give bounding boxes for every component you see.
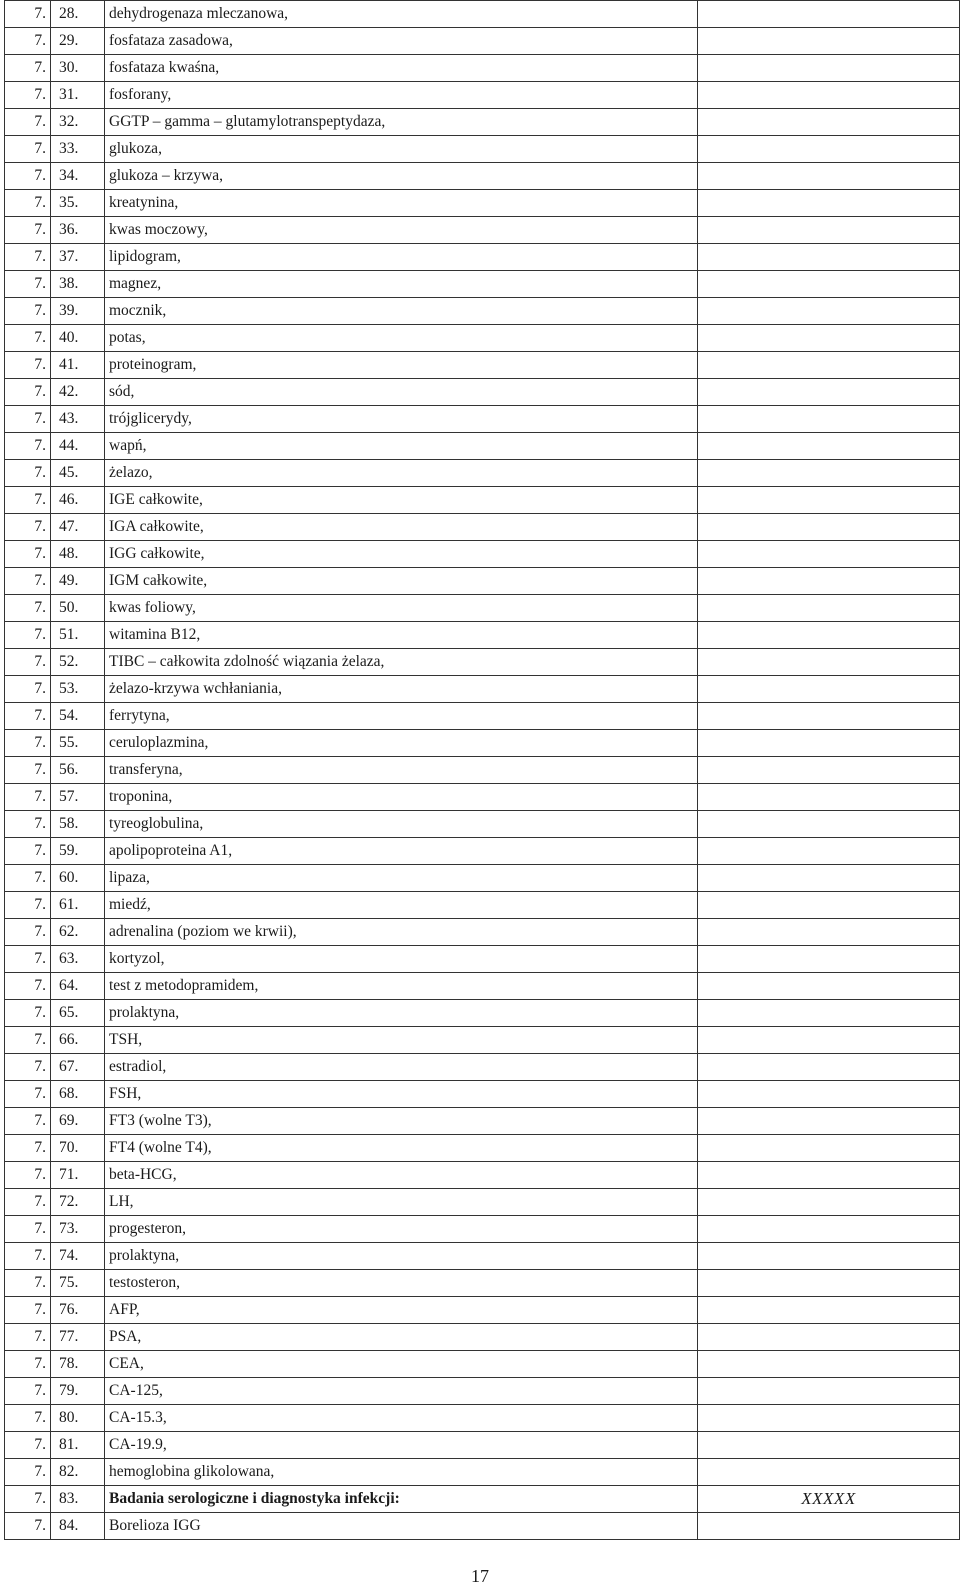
test-name: adrenalina (poziom we krwii), xyxy=(105,919,698,946)
value-cell xyxy=(698,1324,960,1351)
item-number: 78. xyxy=(51,1351,105,1378)
section-number: 7. xyxy=(5,595,51,622)
test-name: mocznik, xyxy=(105,298,698,325)
item-number: 38. xyxy=(51,271,105,298)
item-number: 69. xyxy=(51,1108,105,1135)
table-row xyxy=(5,379,960,406)
table-row xyxy=(5,1486,960,1513)
item-number: 30. xyxy=(51,55,105,82)
value-cell xyxy=(698,973,960,1000)
value-cell xyxy=(698,676,960,703)
item-number: 37. xyxy=(51,244,105,271)
value-cell xyxy=(698,433,960,460)
value-cell xyxy=(698,1378,960,1405)
item-number: 34. xyxy=(51,163,105,190)
value-cell xyxy=(698,1432,960,1459)
item-number: 52. xyxy=(51,649,105,676)
item-number: 54. xyxy=(51,703,105,730)
section-number: 7. xyxy=(5,55,51,82)
section-number: 7. xyxy=(5,1081,51,1108)
section-number: 7. xyxy=(5,1513,51,1540)
value-cell xyxy=(698,1000,960,1027)
value-cell xyxy=(698,946,960,973)
table-row xyxy=(5,730,960,757)
table-row xyxy=(5,892,960,919)
item-number: 43. xyxy=(51,406,105,433)
test-name: dehydrogenaza mleczanowa, xyxy=(105,1,698,28)
test-name: fosfataza kwaśna, xyxy=(105,55,698,82)
value-cell xyxy=(698,838,960,865)
value-cell xyxy=(698,568,960,595)
test-name: miedź, xyxy=(105,892,698,919)
value-cell xyxy=(698,190,960,217)
section-number: 7. xyxy=(5,1351,51,1378)
value-cell xyxy=(698,703,960,730)
item-number: 70. xyxy=(51,1135,105,1162)
section-number: 7. xyxy=(5,352,51,379)
table-row xyxy=(5,271,960,298)
section-number: 7. xyxy=(5,433,51,460)
table-row xyxy=(5,1432,960,1459)
test-price-table xyxy=(4,0,960,1540)
section-number: 7. xyxy=(5,298,51,325)
section-number: 7. xyxy=(5,1054,51,1081)
test-name: lipidogram, xyxy=(105,244,698,271)
item-number: 33. xyxy=(51,136,105,163)
test-name: testosteron, xyxy=(105,1270,698,1297)
item-number: 71. xyxy=(51,1162,105,1189)
test-name: ceruloplazmina, xyxy=(105,730,698,757)
page-number: 17 xyxy=(471,1566,489,1586)
test-name: IGA całkowite, xyxy=(105,514,698,541)
test-name: trójglicerydy, xyxy=(105,406,698,433)
section-number: 7. xyxy=(5,784,51,811)
table-row xyxy=(5,1108,960,1135)
item-number: 79. xyxy=(51,1378,105,1405)
test-name: test z metodopramidem, xyxy=(105,973,698,1000)
section-number: 7. xyxy=(5,568,51,595)
table-row xyxy=(5,1000,960,1027)
test-name: IGE całkowite, xyxy=(105,487,698,514)
section-number: 7. xyxy=(5,1,51,28)
test-name: tyreoglobulina, xyxy=(105,811,698,838)
item-number: 61. xyxy=(51,892,105,919)
table-row xyxy=(5,1216,960,1243)
value-cell xyxy=(698,379,960,406)
section-number: 7. xyxy=(5,1027,51,1054)
test-name: CEA, xyxy=(105,1351,698,1378)
section-number: 7. xyxy=(5,865,51,892)
table-row xyxy=(5,163,960,190)
value-cell xyxy=(698,622,960,649)
table-row xyxy=(5,244,960,271)
section-number: 7. xyxy=(5,487,51,514)
item-number: 63. xyxy=(51,946,105,973)
test-name: CA-125, xyxy=(105,1378,698,1405)
section-number: 7. xyxy=(5,892,51,919)
table-row xyxy=(5,433,960,460)
table-row xyxy=(5,325,960,352)
section-number: 7. xyxy=(5,1270,51,1297)
table-row xyxy=(5,514,960,541)
value-cell xyxy=(698,514,960,541)
placeholder-mark: XXXXX xyxy=(801,1488,856,1508)
test-name: TSH, xyxy=(105,1027,698,1054)
item-number: 50. xyxy=(51,595,105,622)
table-body xyxy=(5,1,960,1540)
item-number: 66. xyxy=(51,1027,105,1054)
test-name: sód, xyxy=(105,379,698,406)
table-row xyxy=(5,487,960,514)
item-number: 51. xyxy=(51,622,105,649)
test-name: prolaktyna, xyxy=(105,1243,698,1270)
item-number: 64. xyxy=(51,973,105,1000)
value-cell xyxy=(698,163,960,190)
section-number: 7. xyxy=(5,82,51,109)
section-number: 7. xyxy=(5,325,51,352)
section-number: 7. xyxy=(5,379,51,406)
section-number: 7. xyxy=(5,676,51,703)
test-name: CA-19.9, xyxy=(105,1432,698,1459)
value-cell xyxy=(698,1270,960,1297)
test-name: FT3 (wolne T3), xyxy=(105,1108,698,1135)
item-number: 80. xyxy=(51,1405,105,1432)
section-number: 7. xyxy=(5,136,51,163)
value-cell xyxy=(698,298,960,325)
value-cell xyxy=(698,82,960,109)
value-cell xyxy=(698,1162,960,1189)
section-number: 7. xyxy=(5,1108,51,1135)
test-name: witamina B12, xyxy=(105,622,698,649)
item-number: 75. xyxy=(51,1270,105,1297)
item-number: 58. xyxy=(51,811,105,838)
item-number: 74. xyxy=(51,1243,105,1270)
table-row xyxy=(5,1162,960,1189)
table-row xyxy=(5,1378,960,1405)
value-cell xyxy=(698,109,960,136)
section-number: 7. xyxy=(5,649,51,676)
section-number: 7. xyxy=(5,1405,51,1432)
table-row xyxy=(5,1081,960,1108)
value-cell xyxy=(698,1135,960,1162)
table-row xyxy=(5,1351,960,1378)
table-row xyxy=(5,703,960,730)
value-cell xyxy=(698,892,960,919)
item-number: 62. xyxy=(51,919,105,946)
value-cell xyxy=(698,1351,960,1378)
item-number: 60. xyxy=(51,865,105,892)
item-number: 67. xyxy=(51,1054,105,1081)
section-number: 7. xyxy=(5,541,51,568)
value-cell xyxy=(698,460,960,487)
test-name: magnez, xyxy=(105,271,698,298)
test-name: estradiol, xyxy=(105,1054,698,1081)
test-name: Badania serologiczne i diagnostyka infekcji: xyxy=(105,1486,698,1513)
test-name: transferyna, xyxy=(105,757,698,784)
value-cell xyxy=(698,595,960,622)
value-cell xyxy=(698,730,960,757)
item-number: 82. xyxy=(51,1459,105,1486)
table-row xyxy=(5,595,960,622)
test-name: kortyzol, xyxy=(105,946,698,973)
table-row xyxy=(5,838,960,865)
section-number: 7. xyxy=(5,217,51,244)
section-number: 7. xyxy=(5,1432,51,1459)
table-row xyxy=(5,28,960,55)
table-row xyxy=(5,55,960,82)
value-cell xyxy=(698,1027,960,1054)
item-number: 47. xyxy=(51,514,105,541)
value-cell xyxy=(698,1513,960,1540)
item-number: 46. xyxy=(51,487,105,514)
item-number: 53. xyxy=(51,676,105,703)
value-cell xyxy=(698,1486,960,1513)
section-number: 7. xyxy=(5,1297,51,1324)
table-row xyxy=(5,676,960,703)
section-number: 7. xyxy=(5,1459,51,1486)
section-number: 7. xyxy=(5,190,51,217)
section-number: 7. xyxy=(5,109,51,136)
test-name: wapń, xyxy=(105,433,698,460)
table-row xyxy=(5,1459,960,1486)
value-cell xyxy=(698,865,960,892)
item-number: 77. xyxy=(51,1324,105,1351)
test-name: kwas moczowy, xyxy=(105,217,698,244)
section-number: 7. xyxy=(5,460,51,487)
value-cell xyxy=(698,325,960,352)
table-row xyxy=(5,109,960,136)
table-row xyxy=(5,1054,960,1081)
value-cell xyxy=(698,28,960,55)
table-row xyxy=(5,1297,960,1324)
test-name: kreatynina, xyxy=(105,190,698,217)
table-row xyxy=(5,1135,960,1162)
section-number: 7. xyxy=(5,1243,51,1270)
item-number: 44. xyxy=(51,433,105,460)
test-name: glukoza, xyxy=(105,136,698,163)
test-name: prolaktyna, xyxy=(105,1000,698,1027)
item-number: 57. xyxy=(51,784,105,811)
value-cell xyxy=(698,784,960,811)
table-row xyxy=(5,541,960,568)
test-name: ferrytyna, xyxy=(105,703,698,730)
section-number: 7. xyxy=(5,973,51,1000)
table-row xyxy=(5,1270,960,1297)
value-cell xyxy=(698,1054,960,1081)
value-cell xyxy=(698,352,960,379)
section-number: 7. xyxy=(5,919,51,946)
item-number: 42. xyxy=(51,379,105,406)
item-number: 28. xyxy=(51,1,105,28)
test-name: Borelioza IGG xyxy=(105,1513,698,1540)
test-name: troponina, xyxy=(105,784,698,811)
section-number: 7. xyxy=(5,946,51,973)
test-name: potas, xyxy=(105,325,698,352)
value-cell xyxy=(698,1216,960,1243)
value-cell xyxy=(698,271,960,298)
item-number: 84. xyxy=(51,1513,105,1540)
section-number: 7. xyxy=(5,1324,51,1351)
item-number: 40. xyxy=(51,325,105,352)
item-number: 68. xyxy=(51,1081,105,1108)
table-row xyxy=(5,757,960,784)
value-cell xyxy=(698,541,960,568)
value-cell xyxy=(698,487,960,514)
table-row xyxy=(5,649,960,676)
value-cell xyxy=(698,1243,960,1270)
test-name: IGM całkowite, xyxy=(105,568,698,595)
test-name: FSH, xyxy=(105,1081,698,1108)
value-cell xyxy=(698,649,960,676)
value-cell xyxy=(698,244,960,271)
test-name: proteinogram, xyxy=(105,352,698,379)
table-row xyxy=(5,406,960,433)
test-name: CA-15.3, xyxy=(105,1405,698,1432)
table-row xyxy=(5,298,960,325)
value-cell xyxy=(698,406,960,433)
item-number: 65. xyxy=(51,1000,105,1027)
item-number: 32. xyxy=(51,109,105,136)
item-number: 29. xyxy=(51,28,105,55)
test-name: beta-HCG, xyxy=(105,1162,698,1189)
table-row xyxy=(5,919,960,946)
test-name: glukoza – krzywa, xyxy=(105,163,698,190)
section-number: 7. xyxy=(5,811,51,838)
value-cell xyxy=(698,919,960,946)
item-number: 83. xyxy=(51,1486,105,1513)
table-row xyxy=(5,217,960,244)
section-number: 7. xyxy=(5,703,51,730)
section-number: 7. xyxy=(5,1135,51,1162)
item-number: 36. xyxy=(51,217,105,244)
value-cell xyxy=(698,1189,960,1216)
test-name: lipaza, xyxy=(105,865,698,892)
table-row xyxy=(5,1405,960,1432)
section-number: 7. xyxy=(5,757,51,784)
value-cell xyxy=(698,136,960,163)
test-name: hemoglobina glikolowana, xyxy=(105,1459,698,1486)
test-name: GGTP – gamma – glutamylotranspeptydaza, xyxy=(105,109,698,136)
test-name: PSA, xyxy=(105,1324,698,1351)
item-number: 31. xyxy=(51,82,105,109)
table-row xyxy=(5,811,960,838)
value-cell xyxy=(698,217,960,244)
value-cell xyxy=(698,1108,960,1135)
test-name: żelazo, xyxy=(105,460,698,487)
item-number: 76. xyxy=(51,1297,105,1324)
value-cell xyxy=(698,1459,960,1486)
section-number: 7. xyxy=(5,28,51,55)
section-number: 7. xyxy=(5,1189,51,1216)
item-number: 35. xyxy=(51,190,105,217)
value-cell xyxy=(698,1,960,28)
value-cell xyxy=(698,1405,960,1432)
item-number: 45. xyxy=(51,460,105,487)
section-number: 7. xyxy=(5,514,51,541)
table-row xyxy=(5,1324,960,1351)
test-name: apolipoproteina A1, xyxy=(105,838,698,865)
table-row xyxy=(5,1243,960,1270)
table-row xyxy=(5,622,960,649)
item-number: 73. xyxy=(51,1216,105,1243)
test-name: fosfataza zasadowa, xyxy=(105,28,698,55)
value-cell xyxy=(698,1297,960,1324)
table-row xyxy=(5,865,960,892)
section-number: 7. xyxy=(5,244,51,271)
section-number: 7. xyxy=(5,271,51,298)
item-number: 55. xyxy=(51,730,105,757)
section-number: 7. xyxy=(5,1000,51,1027)
test-name: kwas foliowy, xyxy=(105,595,698,622)
section-number: 7. xyxy=(5,1378,51,1405)
item-number: 59. xyxy=(51,838,105,865)
table-row xyxy=(5,1,960,28)
test-name: IGG całkowite, xyxy=(105,541,698,568)
test-name: progesteron, xyxy=(105,1216,698,1243)
table-row xyxy=(5,784,960,811)
section-number: 7. xyxy=(5,1162,51,1189)
test-name: fosforany, xyxy=(105,82,698,109)
table-row xyxy=(5,973,960,1000)
value-cell xyxy=(698,1081,960,1108)
item-number: 81. xyxy=(51,1432,105,1459)
value-cell xyxy=(698,811,960,838)
item-number: 39. xyxy=(51,298,105,325)
test-name: żelazo-krzywa wchłaniania, xyxy=(105,676,698,703)
test-name: FT4 (wolne T4), xyxy=(105,1135,698,1162)
value-cell xyxy=(698,55,960,82)
table-row xyxy=(5,190,960,217)
section-number: 7. xyxy=(5,406,51,433)
section-number: 7. xyxy=(5,730,51,757)
table-row xyxy=(5,460,960,487)
item-number: 41. xyxy=(51,352,105,379)
section-number: 7. xyxy=(5,838,51,865)
test-name: TIBC – całkowita zdolność wiązania żelaza, xyxy=(105,649,698,676)
test-name: AFP, xyxy=(105,1297,698,1324)
table-row xyxy=(5,1513,960,1540)
test-name: LH, xyxy=(105,1189,698,1216)
item-number: 49. xyxy=(51,568,105,595)
item-number: 72. xyxy=(51,1189,105,1216)
table-row xyxy=(5,1027,960,1054)
item-number: 48. xyxy=(51,541,105,568)
table-row xyxy=(5,946,960,973)
section-number: 7. xyxy=(5,622,51,649)
table-row xyxy=(5,352,960,379)
section-number: 7. xyxy=(5,163,51,190)
table-row xyxy=(5,1189,960,1216)
section-number: 7. xyxy=(5,1486,51,1513)
section-number: 7. xyxy=(5,1216,51,1243)
table-row xyxy=(5,82,960,109)
value-cell xyxy=(698,757,960,784)
item-number: 56. xyxy=(51,757,105,784)
table-row xyxy=(5,568,960,595)
table-row xyxy=(5,136,960,163)
